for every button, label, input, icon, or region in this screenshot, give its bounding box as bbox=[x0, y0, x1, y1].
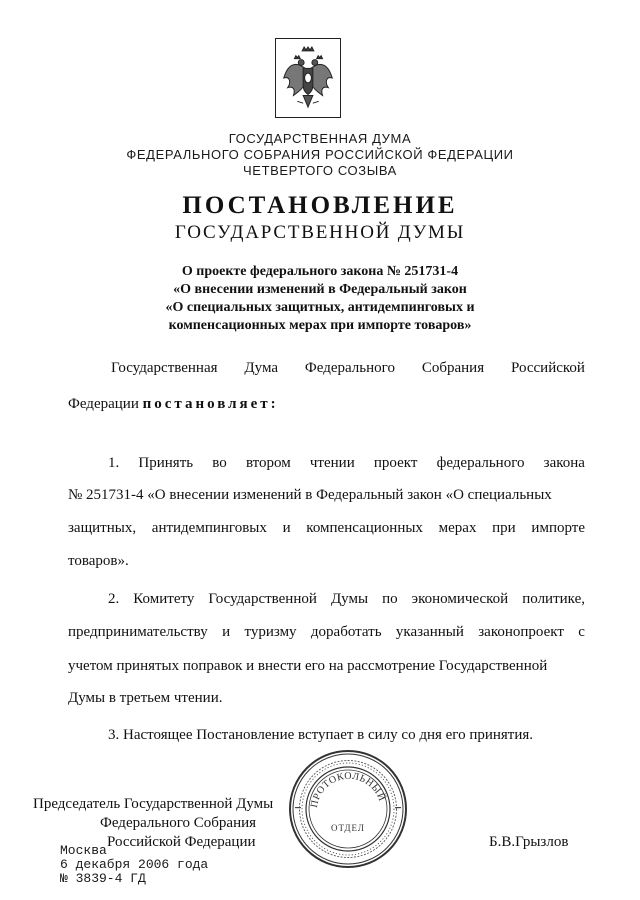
word: законопроект bbox=[478, 624, 564, 640]
word: с bbox=[578, 624, 585, 640]
signatory-name: Б.В.Грызлов bbox=[489, 834, 569, 850]
item-1-line-2: № 251731-4 «О внесении изменений в Федеральный закон «О специальных bbox=[68, 487, 552, 503]
word: и bbox=[222, 624, 231, 640]
signatory-position-line-3: Российской Федерации bbox=[107, 834, 256, 850]
word: 1. bbox=[108, 455, 120, 471]
item-2-line-2 bbox=[68, 623, 585, 641]
word: чтении bbox=[309, 455, 355, 471]
resolves-word: постановляет: bbox=[142, 396, 279, 412]
word: экономической bbox=[411, 591, 509, 607]
preamble-line-1 bbox=[111, 359, 585, 377]
round-seal-icon bbox=[287, 748, 409, 870]
word: при bbox=[492, 520, 516, 536]
date: 6 декабря 2006 года bbox=[60, 857, 209, 872]
word: Государственная bbox=[111, 360, 218, 376]
word: Федерального bbox=[304, 360, 395, 376]
seal-text-top: ПРОТОКОЛЬНЫЙ bbox=[308, 770, 388, 809]
word: федерального bbox=[436, 455, 525, 471]
word: по bbox=[382, 591, 398, 607]
word: Думы bbox=[330, 591, 369, 607]
seal-text-bottom: ОТДЕЛ bbox=[330, 823, 366, 833]
word: антидемпинговых bbox=[151, 520, 267, 536]
word: втором bbox=[245, 455, 291, 471]
word: указанный bbox=[395, 624, 464, 640]
word: политике, bbox=[522, 591, 585, 607]
word: проект bbox=[373, 455, 418, 471]
word: мерах bbox=[438, 520, 477, 536]
word: компенсационных bbox=[306, 520, 423, 536]
item-3-text: 3. Настоящее Постановление вступает в силу со дня его принятия. bbox=[108, 727, 534, 743]
word: Собрания bbox=[421, 360, 485, 376]
word: защитных, bbox=[68, 520, 137, 536]
org-name-line-2: ФЕДЕРАЛЬНОГО СОБРАНИЯ РОССИЙСКОЙ ФЕДЕРАЦИИ bbox=[126, 147, 514, 162]
word: Дума bbox=[244, 360, 279, 376]
word: во bbox=[212, 455, 227, 471]
subject-line-3: «О специальных защитных, антидемпинговых и bbox=[165, 300, 475, 315]
item-2-line-4: Думы в третьем чтении. bbox=[68, 690, 223, 706]
word: закона bbox=[543, 455, 585, 471]
signatory-position-line-1: Председатель Государственной Думы bbox=[33, 796, 274, 812]
org-name-line-3: ЧЕТВЕРТОГО СОЗЫВА bbox=[243, 163, 397, 178]
subject-line-2: «О внесении изменений в Федеральный закон bbox=[173, 282, 467, 297]
word: предпринимательству bbox=[68, 624, 208, 640]
subject-line-1: О проекте федерального закона № 251731-4 bbox=[181, 264, 459, 279]
item-1-line-4: товаров». bbox=[68, 553, 129, 569]
item-2-line-1 bbox=[108, 590, 585, 608]
word: Принять bbox=[138, 455, 194, 471]
signatory-position-line-2: Федерального Собрания bbox=[100, 815, 257, 831]
word: 2. bbox=[108, 591, 120, 607]
coat-of-arms-icon bbox=[275, 38, 341, 118]
item-1-line-3 bbox=[68, 519, 585, 537]
preamble-line-2 bbox=[68, 395, 279, 413]
item-2-line-3: учетом принятых поправок и внести его на рассмотрение Государственной bbox=[68, 658, 548, 674]
word: туризму bbox=[244, 624, 297, 640]
document-type: ПОСТАНОВЛЕНИЕ bbox=[182, 192, 458, 219]
word: доработать bbox=[310, 624, 382, 640]
document-number: № 3839-4 ГД bbox=[60, 871, 146, 886]
org-name-line-1: ГОСУДАРСТВЕННАЯ ДУМА bbox=[228, 131, 412, 146]
word: Государственной bbox=[208, 591, 317, 607]
word: Комитету bbox=[133, 591, 195, 607]
word: Российской bbox=[511, 360, 585, 376]
item-1-line-1 bbox=[108, 454, 585, 472]
document-issuer: ГОСУДАРСТВЕННОЙ ДУМЫ bbox=[174, 222, 466, 243]
subject-line-4: компенсационных мерах при импорте товаров» bbox=[168, 318, 472, 333]
place: Москва bbox=[60, 843, 107, 858]
word: импорте bbox=[531, 520, 585, 536]
word: и bbox=[282, 520, 291, 536]
preamble-text: Федерации bbox=[68, 396, 143, 412]
